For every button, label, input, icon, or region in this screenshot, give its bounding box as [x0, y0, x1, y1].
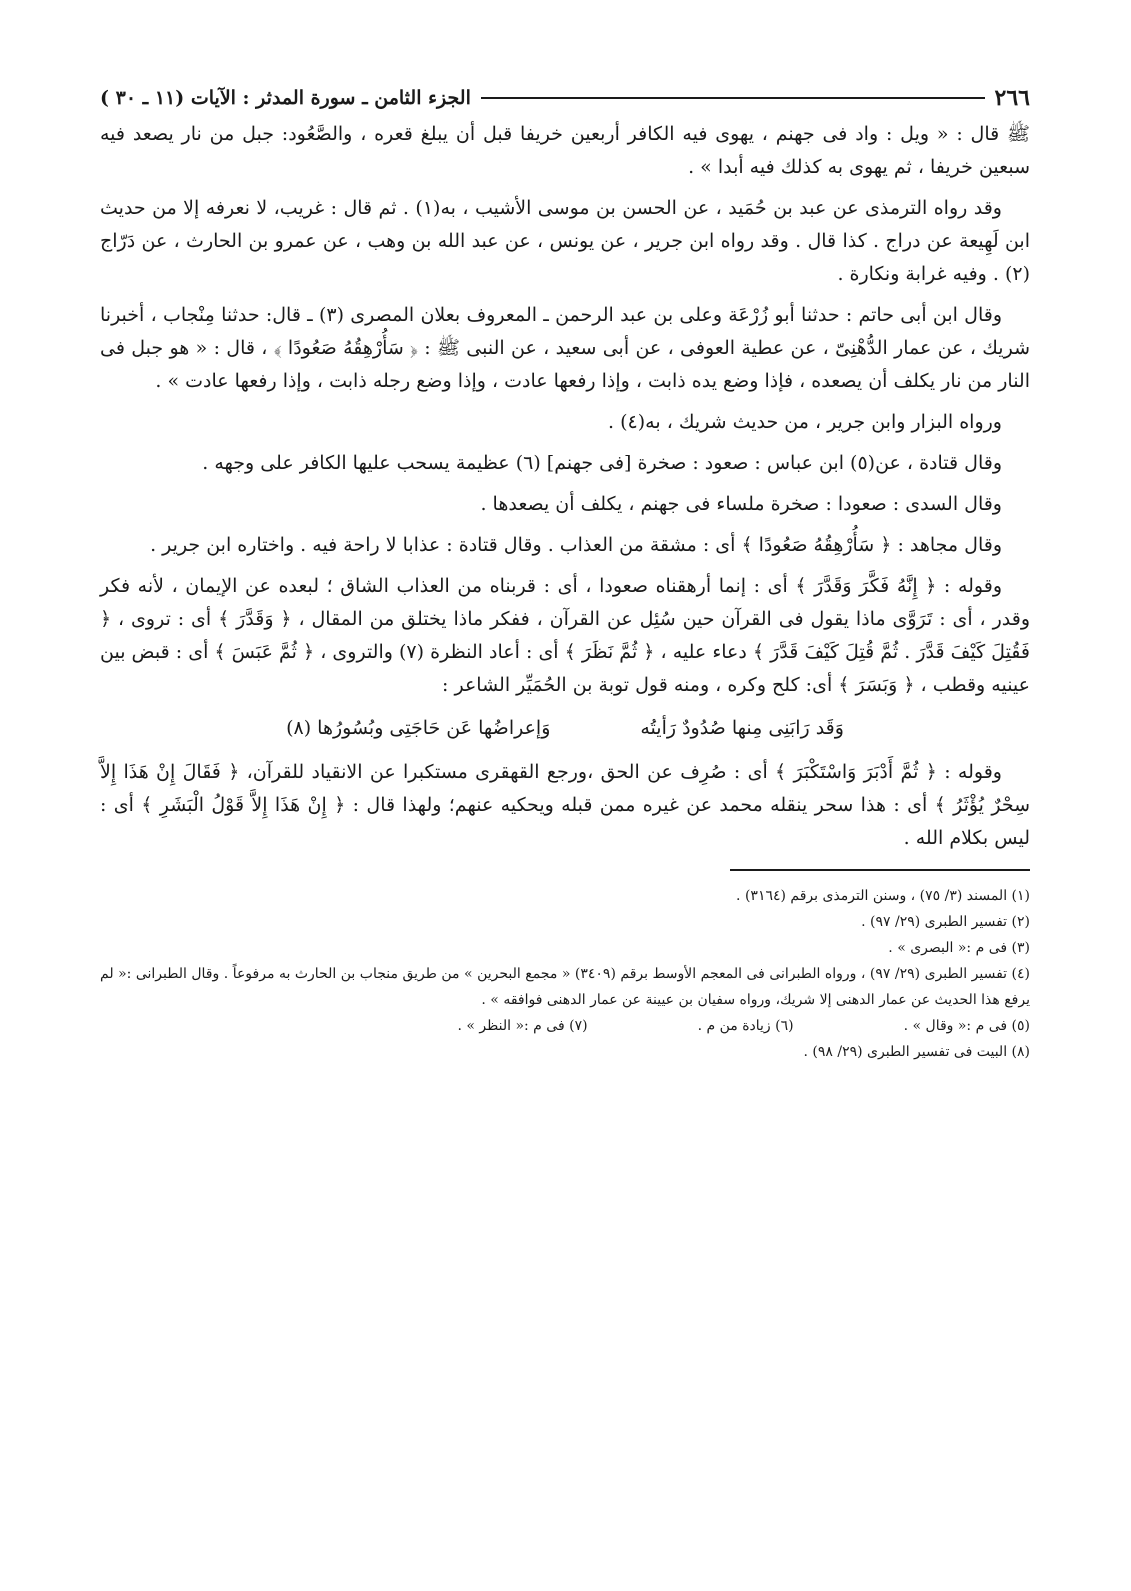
paragraph-3: وقال ابن أبى حاتم : حدثنا أبو زُرْعَة وعلى بن عبد الرحمن ـ المعروف بعلان المصرى (٣) ـ قال: حدثنا مِنْجاب ، أخبرنا شريك ، عن عمار الدُّهْنِىّ ، عن عطية العوفى ، عن أبى سعيد ، عن النبى ﷺ : ﴿ سَأُرْهِقُهُ صَعُودًا ﴾ ، قال : « هو جبل فى النار من نار يكلف أن يصعده ، فإذا وضع يده ذابت ، وإذا رفعها عادت ، وإذا وضع رجله ذابت ، وإذا رفعها عادت » .	[100, 304, 1030, 392]
running-title: الجزء الثامن ـ سورة المدثر : الآيات (١١ ـ ٣٠ )	[100, 87, 471, 109]
poem-verse	[100, 710, 1030, 746]
paragraph-9: وقوله : ﴿ ثُمَّ أَدْبَرَ وَاسْتَكْبَرَ ﴾ أى : صُرِف عن الحق ،ورجع القهقرى مستكبرا عن الانقياد للقرآن، ﴿ فَقَالَ إِنْ هَذَا إِلاَّ سِحْرٌ يُؤْثَرُ ﴾ أى : هذا سحر ينقله محمد عن غيره ممن قبله ويحكيه عنهم؛ ولهذا قال : ﴿ إِنْ هَذَا إِلاَّ قَوْلُ الْبَشَرِ ﴾ أى : ليس بكلام الله .	[100, 761, 1030, 849]
footnote-8: (٨) البيت فى تفسير الطبرى (٢٩/ ٩٨) .	[803, 1044, 1030, 1060]
book-page	[100, 78, 1030, 1065]
page-number: ٢٦٦	[994, 85, 1030, 111]
footnote-1: (١) المسند (٣/ ٧٥) ، وسنن الترمذى برقم (٣١٦٤) .	[736, 888, 1030, 904]
page-header	[100, 78, 1030, 118]
footnote-separator	[730, 869, 1030, 871]
paragraph-4: ورواه البزار وابن جرير ، من حديث شريك ، به(٤) .	[608, 411, 1002, 433]
footnotes	[100, 883, 1030, 1065]
paragraph-7: وقال مجاهد : ﴿ سَأُرْهِقُهُ صَعُودًا ﴾ أى : مشقة من العذاب . وقال قتادة : عذابا لا راحة فيه . واختاره ابن جرير .	[150, 534, 1002, 556]
footnote-6: (٦) زيادة من م .	[697, 1018, 794, 1034]
paragraph-8: وقوله : ﴿ إِنَّهُ فَكَّرَ وَقَدَّرَ ﴾ أى : إنما أرهقناه صعودا ، أى : قربناه من العذاب الشاق ؛ لبعده عن الإيمان ، لأنه فكر وقدر ، أى : تَرَوَّى ماذا يقول فى القرآن حين سُئِل عن القرآن ، ففكر ماذا يختلق من المقال ، ﴿ وَقَدَّرَ ﴾ أى : تروى ، ﴿ فَقُتِلَ كَيْفَ قَدَّرَ . ثُمَّ قُتِلَ كَيْفَ قَدَّرَ ﴾ دعاء عليه ، ﴿ ثُمَّ نَظَرَ ﴾ أى : أعاد النظرة (٧) والتروى ، ﴿ ثُمَّ عَبَسَ ﴾ أى : قبض بين عينيه وقطب ، ﴿ وَبَسَرَ ﴾ أى: كلح وكره ، ومنه قول توبة بن الحُمَيِّر الشاعر :	[100, 575, 1031, 696]
paragraph-6: وقال السدى : صعودا : صخرة ملساء فى جهنم ، يكلف أن يصعدها .	[480, 493, 1002, 515]
footnote-3: (٣) فى م :« البصرى » .	[888, 940, 1030, 956]
main-text	[100, 118, 1030, 855]
footnote-4: (٤) تفسير الطبرى (٢٩/ ٩٧) ، ورواه الطبرانى فى المعجم الأوسط برقم (٣٤٠٩) « مجمع البحرين » من طريق منجاب بن الحارث به مرفوعاً . وقال الطبرانى :« لم يرفع هذا الحديث عن عمار الدهنى إلا شريك، ورواه سفيان بن عيينة عن عمار الدهنى فوافقه » .	[100, 966, 1031, 1008]
footnote-5: (٥) فى م :« وقال » .	[903, 1018, 1030, 1034]
paragraph-2: وقد رواه الترمذى عن عبد بن حُمَيد ، عن الحسن بن موسى الأشيب ، به(١) . ثم قال : غريب، لا نعرفه إلا من حديث ابن لَهِيعة عن دراج . كذا قال . وقد رواه ابن جرير ، عن يونس ، عن عبد الله بن وهب ، عن عمرو بن الحارث ، عن دَرّاج (٢) . وفيه غرابة ونكارة .	[100, 197, 1030, 285]
paragraph-5: وقال قتادة ، عن(٥) ابن عباس : صعود : صخرة [فى جهنم] (٦) عظيمة يسحب عليها الكافر على وجهه .	[202, 452, 1002, 474]
header-rule	[481, 97, 985, 99]
poem-hemistich-2: وَإعراضُها عَن حَاجَتِى وبُسُورُها (٨)	[286, 717, 551, 739]
footnote-row-5-7	[100, 1013, 1030, 1039]
footnote-7: (٧) فى م :« النظر » .	[457, 1018, 588, 1034]
poem-hemistich-1: وَقَد رَابَنِى مِنها صُدُودٌ رَأيتُه	[640, 717, 844, 739]
paragraph-1: ﷺ قال : « ويل : واد فى جهنم ، يهوى فيه الكافر أربعين خريفا قبل أن يبلغ قعره ، والصَّعُود: جبل من نار يصعد فيه سبعين خريفا ، ثم يهوى به كذلك فيه أبدا » .	[100, 123, 1030, 178]
footnote-2: (٢) تفسير الطبرى (٢٩/ ٩٧) .	[861, 914, 1030, 930]
